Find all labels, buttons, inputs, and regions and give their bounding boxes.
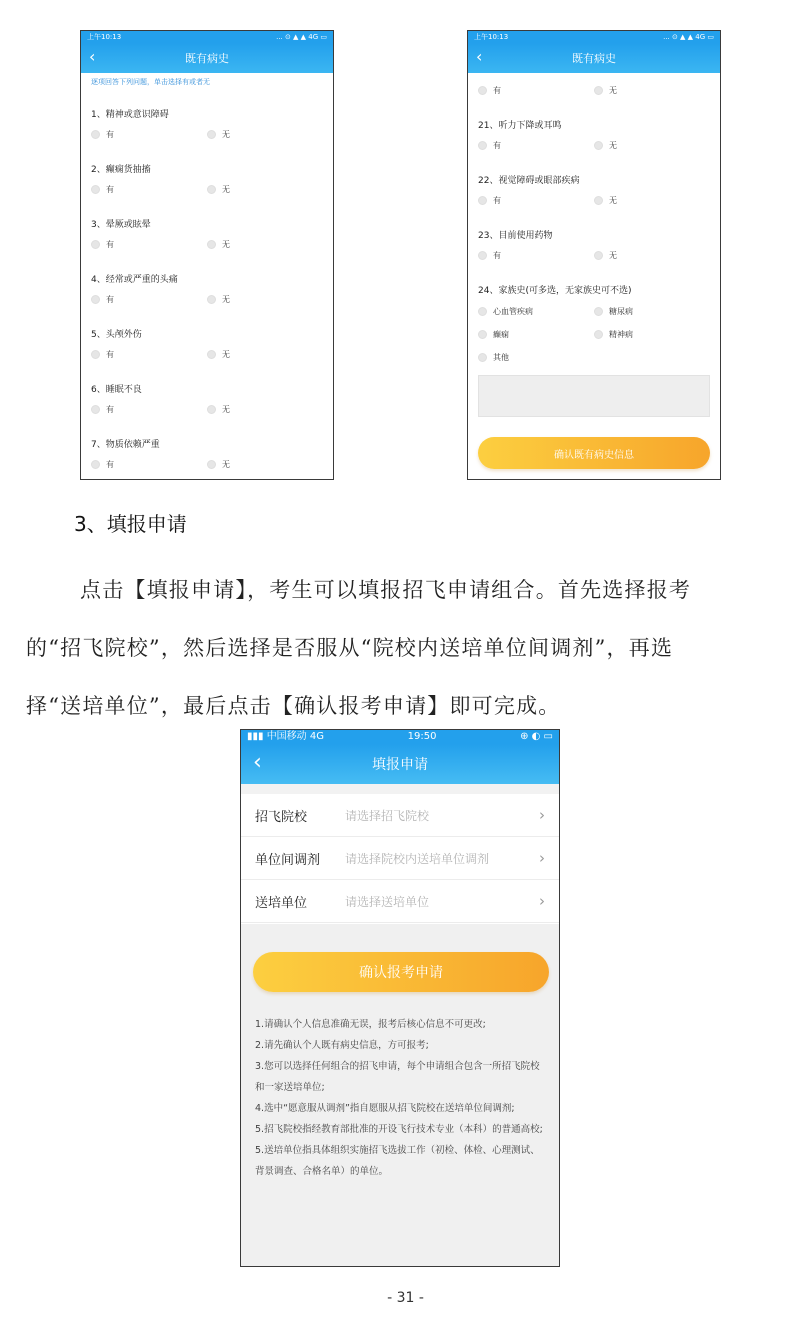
option-no[interactable]: 无 bbox=[207, 349, 230, 360]
option-no[interactable]: 无 bbox=[207, 459, 230, 470]
checkbox-icon[interactable] bbox=[478, 353, 487, 362]
option-no[interactable]: 无 bbox=[207, 129, 230, 140]
paragraph-line-3: 择“送培单位”，最后点击【确认报考申请】即可完成。 bbox=[26, 694, 561, 718]
status-icons: ... ⊙ ▲ ▲ 4G ▭ bbox=[276, 33, 327, 41]
back-arrow-icon[interactable]: ‹ bbox=[476, 47, 483, 66]
option-family-mental[interactable]: 精神病 bbox=[594, 329, 633, 340]
section-heading: 3、填报申请 bbox=[74, 512, 187, 536]
spacer bbox=[241, 784, 559, 794]
radio-icon[interactable] bbox=[594, 141, 603, 150]
status-time: 19:50 bbox=[407, 731, 437, 742]
question-1: 1、精神或意识障碍 bbox=[91, 110, 169, 120]
question-3: 3、晕厥或眩晕 bbox=[91, 220, 151, 230]
row-placeholder: 请选择招飞院校 bbox=[345, 808, 430, 823]
radio-icon[interactable] bbox=[207, 185, 216, 194]
question-23: 23、目前使用药物 bbox=[478, 231, 553, 241]
page-number: - 31 - bbox=[387, 1290, 424, 1306]
checkbox-icon[interactable] bbox=[594, 330, 603, 339]
radio-icon[interactable] bbox=[91, 460, 100, 469]
checkbox-icon[interactable] bbox=[478, 330, 487, 339]
chevron-right-icon: › bbox=[539, 806, 545, 824]
confirm-application-button[interactable]: 确认报考申请 bbox=[253, 952, 549, 992]
option-family-epilepsy[interactable]: 癫痫 bbox=[478, 329, 509, 340]
confirm-medical-history-button[interactable]: 确认既有病史信息 bbox=[478, 437, 710, 469]
note-item: 5.送培单位指具体组织实施招飞选拔工作（初检、体检、心理测试、背景调查、合格名单）的单位。 bbox=[255, 1145, 540, 1177]
option-yes[interactable]: 有 bbox=[91, 184, 114, 195]
question-6: 6、睡眠不良 bbox=[91, 385, 142, 395]
row-label: 招飞院校 bbox=[255, 809, 308, 825]
option-yes[interactable]: 有 bbox=[91, 129, 114, 140]
radio-icon[interactable] bbox=[478, 196, 487, 205]
radio-icon[interactable] bbox=[91, 405, 100, 414]
option-yes[interactable]: 有 bbox=[91, 404, 114, 415]
option-no[interactable]: 无 bbox=[207, 294, 230, 305]
screen-title: 既有病史 bbox=[185, 52, 229, 65]
option-yes[interactable]: 有 bbox=[91, 459, 114, 470]
option-no[interactable]: 无 bbox=[594, 85, 617, 96]
instruction-hint: 逐项回答下列问题，单击选择有或者无 bbox=[91, 78, 210, 86]
checkbox-icon[interactable] bbox=[594, 307, 603, 316]
nav-bar bbox=[241, 744, 559, 784]
option-family-other[interactable]: 其他 bbox=[478, 352, 509, 363]
radio-icon[interactable] bbox=[207, 460, 216, 469]
option-yes[interactable]: 有 bbox=[91, 294, 114, 305]
option-no[interactable]: 无 bbox=[594, 140, 617, 151]
other-text-area[interactable] bbox=[478, 375, 710, 417]
nav-bar bbox=[81, 43, 333, 73]
notes-list bbox=[255, 1014, 547, 1182]
checkbox-icon[interactable] bbox=[478, 307, 487, 316]
option-no[interactable]: 无 bbox=[207, 184, 230, 195]
note-item: 2.请先确认个人既有病史信息，方可报考; bbox=[255, 1040, 429, 1051]
back-arrow-icon[interactable]: ‹ bbox=[253, 750, 262, 775]
option-no[interactable]: 无 bbox=[207, 239, 230, 250]
back-arrow-icon[interactable]: ‹ bbox=[89, 47, 96, 66]
radio-icon[interactable] bbox=[91, 295, 100, 304]
status-bar bbox=[241, 730, 559, 744]
radio-icon[interactable] bbox=[207, 295, 216, 304]
option-yes[interactable]: 有 bbox=[91, 349, 114, 360]
screen-title: 既有病史 bbox=[572, 52, 616, 65]
radio-icon[interactable] bbox=[207, 350, 216, 359]
option-no[interactable]: 无 bbox=[594, 250, 617, 261]
radio-icon[interactable] bbox=[207, 405, 216, 414]
option-family-diabetes[interactable]: 糖尿病 bbox=[594, 306, 633, 317]
question-4: 4、经常或严重的头痛 bbox=[91, 275, 178, 285]
radio-icon[interactable] bbox=[207, 240, 216, 249]
radio-icon[interactable] bbox=[478, 141, 487, 150]
question-21: 21、听力下降或耳鸣 bbox=[478, 121, 562, 131]
status-icons: ... ⊙ ▲ ▲ 4G ▭ bbox=[663, 33, 714, 41]
question-7: 7、物质依赖严重 bbox=[91, 440, 160, 450]
option-yes[interactable]: 有 bbox=[478, 85, 501, 96]
row-unit-adjustment[interactable] bbox=[241, 837, 559, 880]
screenshot-medical-history-1 bbox=[80, 30, 334, 480]
radio-icon[interactable] bbox=[594, 251, 603, 260]
note-item: 4.选中“愿意服从调剂”指自愿服从招飞院校在送培单位间调剂; bbox=[255, 1103, 515, 1114]
radio-icon[interactable] bbox=[207, 130, 216, 139]
radio-icon[interactable] bbox=[478, 86, 487, 95]
paragraph-line-1: 点击【填报申请】，考生可以填报招飞申请组合。首先选择报考 bbox=[80, 578, 692, 602]
note-item: 3.您可以选择任何组合的招飞申请，每个申请组合包含一所招飞院校和一家送培单位; bbox=[255, 1061, 540, 1093]
option-yes[interactable]: 有 bbox=[91, 239, 114, 250]
paragraph-line-2: 的“招飞院校”，然后选择是否服从“院校内送培单位间调剂”，再选 bbox=[26, 636, 674, 660]
chevron-right-icon: › bbox=[539, 849, 545, 867]
row-training-unit[interactable] bbox=[241, 880, 559, 923]
status-carrier: ▮▮▮ 中国移动 4G bbox=[247, 731, 324, 742]
option-yes[interactable]: 有 bbox=[478, 140, 501, 151]
status-bar bbox=[81, 31, 333, 43]
row-placeholder: 请选择送培单位 bbox=[345, 894, 430, 909]
chevron-right-icon: › bbox=[539, 892, 545, 910]
option-family-cardiovascular[interactable]: 心血管疾病 bbox=[478, 306, 533, 317]
row-placeholder: 请选择院校内送培单位调剂 bbox=[345, 851, 490, 866]
question-5: 5、头颅外伤 bbox=[91, 330, 142, 340]
radio-icon[interactable] bbox=[594, 86, 603, 95]
question-24: 24、家族史(可多选，无家族史可不选) bbox=[478, 286, 632, 296]
row-flight-college[interactable] bbox=[241, 794, 559, 837]
screen-title: 填报申请 bbox=[372, 757, 428, 773]
radio-icon[interactable] bbox=[478, 251, 487, 260]
question-22: 22、视觉障碍或眼部疾病 bbox=[478, 176, 580, 186]
row-label: 单位间调剂 bbox=[255, 852, 321, 868]
radio-icon[interactable] bbox=[91, 240, 100, 249]
note-item: 5.招飞院校指经教育部批准的开设飞行技术专业（本科）的普通高校; bbox=[255, 1124, 543, 1135]
radio-icon[interactable] bbox=[594, 196, 603, 205]
question-2: 2、癫痫货抽搐 bbox=[91, 165, 151, 175]
nav-bar bbox=[468, 43, 720, 73]
radio-icon[interactable] bbox=[91, 130, 100, 139]
row-label: 送培单位 bbox=[255, 895, 308, 911]
status-time: 上午10:13 bbox=[474, 33, 509, 41]
option-yes[interactable]: 有 bbox=[478, 195, 501, 206]
note-item: 1.请确认个人信息准确无误，报考后核心信息不可更改; bbox=[255, 1019, 486, 1030]
status-time: 上午10:13 bbox=[87, 33, 122, 41]
status-bar bbox=[468, 31, 720, 43]
radio-icon[interactable] bbox=[91, 185, 100, 194]
status-icons: ⊕ ◐ ▭ bbox=[520, 731, 553, 742]
option-no[interactable]: 无 bbox=[594, 195, 617, 206]
option-no[interactable]: 无 bbox=[207, 404, 230, 415]
screenshot-apply-form bbox=[240, 729, 560, 1267]
radio-icon[interactable] bbox=[91, 350, 100, 359]
option-yes[interactable]: 有 bbox=[478, 250, 501, 261]
screenshot-medical-history-2 bbox=[467, 30, 721, 480]
